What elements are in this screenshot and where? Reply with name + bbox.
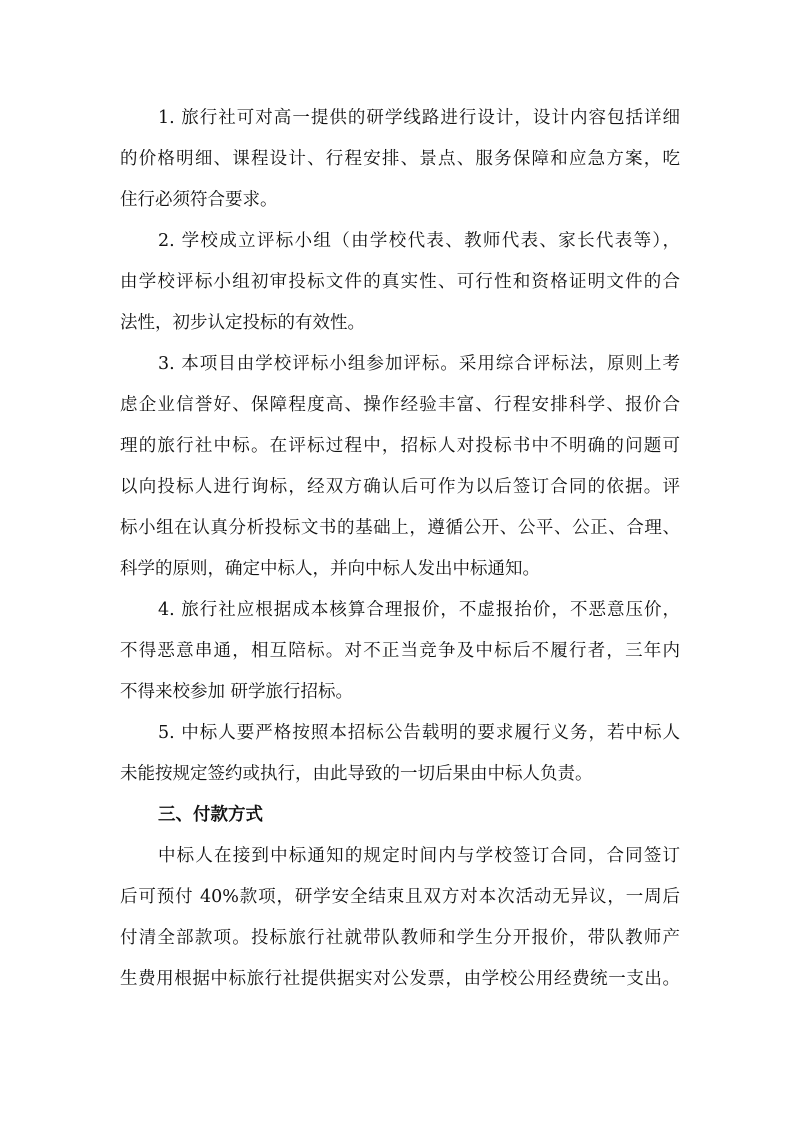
payment-line4: 生费用根据中标旅行社提供据实对公发票，由学校公用经费统一支出。 — [120, 969, 680, 989]
para3-line5: 标小组在认真分析投标文书的基础上，遵循公开、公平、公正、合理、 — [120, 518, 680, 538]
para3-line1: 3. 本项目由学校评标小组参加评标。采用综合评标法，原则上考 — [158, 354, 680, 374]
para3-line6: 科学的原则，确定中标人，并向中标人发出中标通知。 — [120, 559, 540, 579]
para5-line1: 5. 中标人要严格按照本招标公告载明的要求履行义务，若中标人 — [158, 723, 680, 743]
payment-line2: 后可预付 40%款项，研学安全结束且双方对本次活动无异议，一周后 — [120, 887, 680, 907]
payment-line1: 中标人在接到中标通知的规定时间内与学校签订合同，合同签订 — [158, 846, 680, 866]
para2-line1: 2. 学校成立评标小组（由学校代表、教师代表、家长代表等）， — [158, 231, 680, 251]
payment-line3: 付清全部款项。投标旅行社就带队教师和学生分开报价，带队教师产 — [120, 928, 680, 948]
para1-line1: 1. 旅行社可对高一提供的研学线路进行设计，设计内容包括详细 — [158, 108, 680, 128]
para3-line4: 以向投标人进行询标，经双方确认后可作为以后签订合同的依据。评 — [120, 477, 680, 497]
para2-line2: 由学校评标小组初审投标文件的真实性、可行性和资格证明文件的合 — [120, 272, 680, 292]
para5-line2: 未能按规定签约或执行，由此导致的一切后果由中标人负责。 — [120, 764, 593, 784]
para3-line2: 虑企业信誉好、保障程度高、操作经验丰富、行程安排科学、报价合 — [120, 395, 680, 415]
para4-line2: 不得恶意串通，相互陪标。对不正当竞争及中标后不履行者，三年内 — [120, 641, 680, 661]
para1-line2: 的价格明细、课程设计、行程安排、景点、服务保障和应急方案，吃 — [120, 149, 680, 169]
para2-line3: 法性，初步认定投标的有效性。 — [120, 313, 365, 333]
para1-line3: 住行必须符合要求。 — [120, 190, 278, 210]
para4-line3: 不得来校参加 研学旅行招标。 — [120, 682, 354, 702]
para4-line1: 4. 旅行社应根据成本核算合理报价，不虚报抬价，不恶意压价， — [158, 600, 680, 620]
para3-line3: 理的旅行社中标。在评标过程中，招标人对投标书中不明确的问题可 — [120, 436, 680, 456]
section-heading-payment: 三、付款方式 — [158, 805, 263, 825]
